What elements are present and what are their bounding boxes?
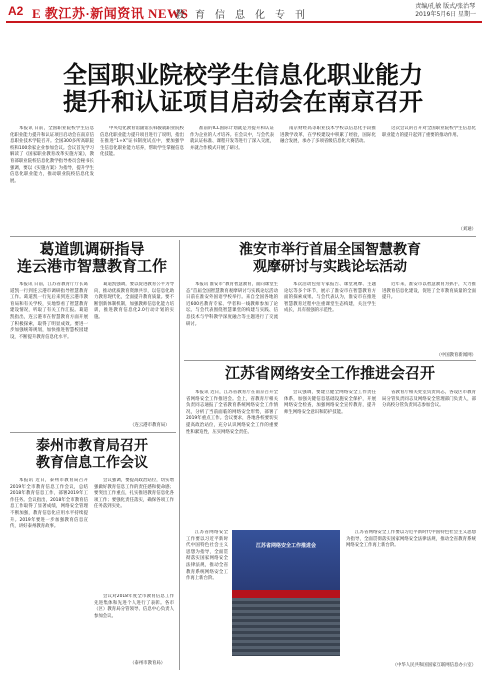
lead-column-3: 准前的ICL国际计划就是为提升和认证作为企业的人才培养。在会议中，与会代表就认证标准、课程开发等进行了深入交流，并就合作模式开展了研讨。 <box>190 126 274 151</box>
masthead-title: 教育信息化专刊 <box>175 10 315 21</box>
suzhou-column-1: 本报讯 日前，江苏省教育厅厅长葛道凯一行到连云港市调研指导智慧教育工作。葛道凯一行先后来到连云港市教育局和有关学校，实地察看了智慧教育建设情况，听取了有关工作汇报。葛道凯指出，连云港市在智慧教育方面开展了积极探索，取得了明显成效。要进一步加强统筹规划，加快推进智慧校园建设，不断提升教育信息化水平。 <box>10 282 88 340</box>
lead-column-4: 南京财经高等职业技术学校以信息化手段推进教学改革，在学校建设中积累了经验，国际化融合发展，承办了多项省级信息化大赛活动。 <box>280 126 376 145</box>
editor-credit: 责编/孔敏 版式/张治琴 <box>415 3 476 10</box>
taizhou-headline-line1: 泰州市教育局召开 <box>36 439 148 454</box>
huaian-headline-line1: 淮安市举行首届全国智慧教育 <box>239 243 421 258</box>
network-column-3: 省教育厅相关处室负责同志，各设区市教育局分管负责同志及网络安全管理部门负责人，部分高校分管负责同志参加会议。 <box>382 390 476 409</box>
network-column-4a: 江苏省网络安全工作要以习近平新时代中国特色社会主义思想为指导，全面贯彻落实国家网络安全法律法规，推动全省教育系统网络安全工作再上新台阶。 <box>186 530 228 582</box>
photo-audience <box>232 598 340 656</box>
section-divider <box>10 432 176 433</box>
page-number: A2 <box>8 4 24 18</box>
column-divider <box>179 240 180 670</box>
huaian-headline <box>184 242 476 276</box>
lead-byline: （刘通） <box>458 227 476 232</box>
suzhou-byline: （连云港市教育局） <box>130 423 170 428</box>
section-divider <box>10 236 476 237</box>
page-header <box>0 0 486 46</box>
suzhou-headline-line2: 连云港市智慧教育工作 <box>16 259 167 275</box>
huaian-column-3: 近年来，淮安市以智慧教育为抓手，大力推进教育信息化建设，促进了全市教育质量的全面提升。 <box>382 282 476 301</box>
section-logo: E 教江苏·新闻资讯 NEWS <box>32 6 189 21</box>
taizhou-headline <box>10 438 174 472</box>
suzhou-headline <box>10 242 174 276</box>
huaian-column-2: 本次活动包括专家报告、课堂观摩、主题论坛等多个环节，展示了淮安市在智慧教育方面的探索成果。与会代表认为，淮安市在推进智慧教育过程中注重课堂生态构建，关注学生成长，具有很强的示范性。 <box>284 282 376 314</box>
network-column-1: 本报讯 近日，江苏省教育厅在南京召开全省网络安全工作推进会。会上，省教育厅相关负责同志通报了全省教育系统网络安全工作情况，分析了当前面临的网络安全形势，部署了2019年重点工作。会议要求，各地各校要切实提高政治站位，充分认识网络安全工作的重要性和紧迫性，压实网络安全责任。 <box>186 390 278 435</box>
lead-headline-line1: 全国职业院校学生信息化职业能力 <box>63 63 423 89</box>
section-divider <box>184 360 476 361</box>
lead-column-1: 本报讯 日前，全国职业院校学生信息化职业能力提升和认证项目启动会在南京信息职业技术学院召开。全国300多所高职院校和100余家企业参加会议。会议首先学习解读了《国家职业教育改革实施方案》，教育部职业院校信息化教学指导委员会秘书长强调，要以《实施方案》为指导，提升学生信息化职业能力，推动职业院校信息化发展。 <box>10 126 94 184</box>
header-divider <box>6 21 482 23</box>
network-column-2: 会议强调，要建立健全网络安全工作责任体系，加强关键信息基础设施安全保护，开展网络安全检查，加强网络安全宣传教育，提升师生网络安全意识和防护技能。 <box>284 390 376 415</box>
photo-stage-table <box>232 590 340 598</box>
taizhou-column-1: 本报讯 近日，泰州市教育局召开2019年全市教育信息工作会议，总结2018年教育信息工作，部署2019年工作任务。会议指出，2018年全市教育信息工作取得了显著成绩，网络安全管理不断加强，教育信息化应用水平持续提升。2019年要进一步加强教育信息宣传，讲好泰州教育故事。 <box>10 478 88 530</box>
taizhou-column-3: 会议对2018年度全市教育信息工作先进集体和先进个人进行了表彰。各市（区）教育局分管领导、信息中心负责人参加会议。 <box>94 594 174 619</box>
network-byline: （中华人民共和国国家互联网信息办公室） <box>392 663 476 668</box>
taizhou-byline: （泰州市教育局） <box>130 661 166 666</box>
suzhou-column-2: 葛道凯强调，要以促进教育公平为导向，推动优质教育资源共享，以信息化助力教育现代化，全面提升教育质量。要不断创新体制机制，加强教师信息化能力培训，推进教育信息化2.0行动计划的实施。 <box>94 282 174 320</box>
lead-headline-line2: 提升和认证项目启动会在南京召开 <box>63 90 423 116</box>
huaian-byline: （中国教育新闻网） <box>436 353 476 358</box>
page-meta <box>415 3 476 19</box>
issue-date: 2019年5月6日 星期一 <box>415 11 476 18</box>
taizhou-headline-line2: 教育信息工作会议 <box>36 456 148 471</box>
photo-banner-text: 江苏省网络安全工作推进会 <box>255 543 316 549</box>
photo-stage <box>232 530 340 590</box>
lead-column-2: 中央电化教育馆副馆长韩骏就职业院校信息化职业能力提升项目进行了说明，指出在推进“1+X”证书制度试点中，要加强学生信息化职业能力培养，帮助学生掌握信息化技能。 <box>100 126 184 158</box>
conference-photo <box>232 530 340 656</box>
lead-column-5: 这次会议的召开对全国职业院校学生信息化职业能力的提升起到了重要的推动作用。 <box>382 126 476 138</box>
network-headline: 江苏省网络安全工作推进会召开 <box>224 366 435 382</box>
huaian-headline-line2: 观摩研讨与实践论坛活动 <box>253 260 407 275</box>
network-column-4b: 江苏省网络安全工作要以习近平新时代中国特色社会主义思想为指导，全面贯彻落实国家网络安全法律法规，推动全省教育系统网络安全工作再上新台阶。 <box>346 530 476 549</box>
suzhou-headline-line1: 葛道凯调研指导 <box>39 242 145 258</box>
lead-headline <box>10 63 476 117</box>
huaian-column-1: 本报讯 淮安市“教育智慧教育，面向课堂生态”首届全国智慧教育观摩研讨与实践论坛活动日前在淮安外国语学校举行。来自全国各地的近600名教育专家、学者和一线教师参加了论坛。与会代表围绕智慧课堂的构建与实践、信息技术与学科教学深度融合等主题进行了交流研讨。 <box>186 282 278 327</box>
taizhou-column-2: 会议强调，要提高政治站位，切实增强做好教育信息工作的责任感和使命感；要突出工作重点，扎实推进教育信息化各项工作；要强化责任落实，确保各项工作任务落到实处。 <box>94 478 174 510</box>
